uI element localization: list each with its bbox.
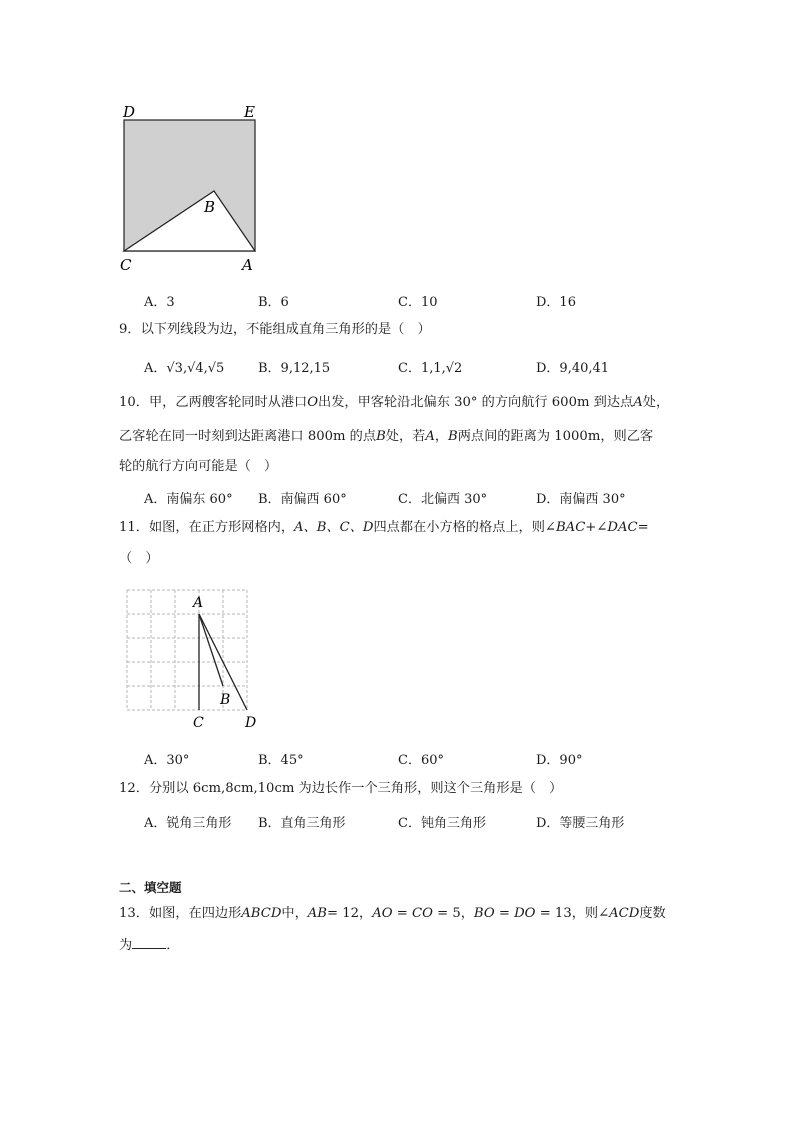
q10-stem-line1: 10．甲，乙两艘客轮同时从港口O出发，甲客轮沿北偏东 30° 的方向航行 600m 到达点A处，: [119, 395, 670, 410]
q9-option-a-math: √3,√4,√5: [166, 361, 225, 376]
q8-option-d[interactable]: D．16: [536, 295, 576, 310]
section-title-fill-in: 二、填空题: [119, 880, 182, 895]
q11-option-d[interactable]: D．90°: [536, 753, 583, 768]
q9-option-d[interactable]: D．9,40,41: [536, 361, 610, 376]
q9-option-c-math: √2: [445, 361, 463, 376]
answer-blank[interactable]: [132, 936, 166, 949]
label-d: D: [245, 715, 257, 731]
q8-option-a[interactable]: A．3: [144, 295, 175, 310]
q10-stem-line2: 乙客轮在同一时刻到达距离港口 800m 的点B处，若A，B两点间的距离为 1000m，则乙客: [119, 429, 654, 444]
q9-stem: 9．以下列线段为边，不能组成直角三角形的是（ ）: [119, 322, 431, 337]
label-b: B: [204, 198, 216, 216]
q10-option-b[interactable]: B．南偏西 60°: [258, 492, 347, 507]
q12-option-d[interactable]: D．等腰三角形: [536, 816, 625, 831]
q10-option-d[interactable]: D．南偏西 30°: [536, 492, 626, 507]
figure-grid-abcd: [120, 586, 270, 734]
q10-option-c[interactable]: C．北偏西 30°: [398, 492, 488, 507]
label-d: D: [123, 103, 136, 121]
label-b: B: [220, 692, 231, 708]
q11-option-a[interactable]: A．30°: [144, 753, 190, 768]
label-c: C: [193, 715, 204, 731]
q13-stem-line1: 13．如图，在四边形ABCD中，AB= 12，AO = CO = 5，BO = DO = 13，则∠ACD度数: [119, 906, 666, 921]
label-e: E: [244, 103, 255, 121]
q12-option-a[interactable]: A．锐角三角形: [144, 816, 232, 831]
q11-stem-line2: （ ）: [119, 551, 159, 566]
q11-stem-line1: 11．如图，在正方形网格内，A、B、C、D四点都在小方格的格点上，则∠BAC+∠DAC=: [119, 520, 649, 535]
q10-stem-line3: 轮的航行方向可能是（ ）: [119, 459, 278, 474]
q10-option-a[interactable]: A．南偏东 60°: [144, 492, 233, 507]
q8-option-b[interactable]: B．6: [258, 295, 289, 310]
q12-option-c[interactable]: C．钝角三角形: [398, 816, 486, 831]
label-a: A: [193, 595, 204, 611]
q9-option-a[interactable]: A．√3,√4,√5: [144, 361, 225, 376]
q13-stem-line2: 为 ．: [119, 938, 180, 953]
label-c: C: [120, 256, 132, 274]
q12-stem: 12．分别以 6cm,8cm,10cm 为边长作一个三角形，则这个三角形是（ ）: [119, 781, 563, 796]
q11-option-c[interactable]: C．60°: [398, 753, 444, 768]
q9-option-b[interactable]: B．9,12,15: [258, 361, 331, 376]
segment-ab: [199, 614, 223, 686]
q11-option-b[interactable]: B．45°: [258, 753, 304, 768]
q12-option-b[interactable]: B．直角三角形: [258, 816, 346, 831]
q9-option-c[interactable]: C．1,1,√2: [398, 361, 463, 376]
label-a: A: [242, 256, 253, 274]
q8-option-c[interactable]: C．10: [398, 295, 438, 310]
figure-square-dcae: [114, 98, 274, 278]
